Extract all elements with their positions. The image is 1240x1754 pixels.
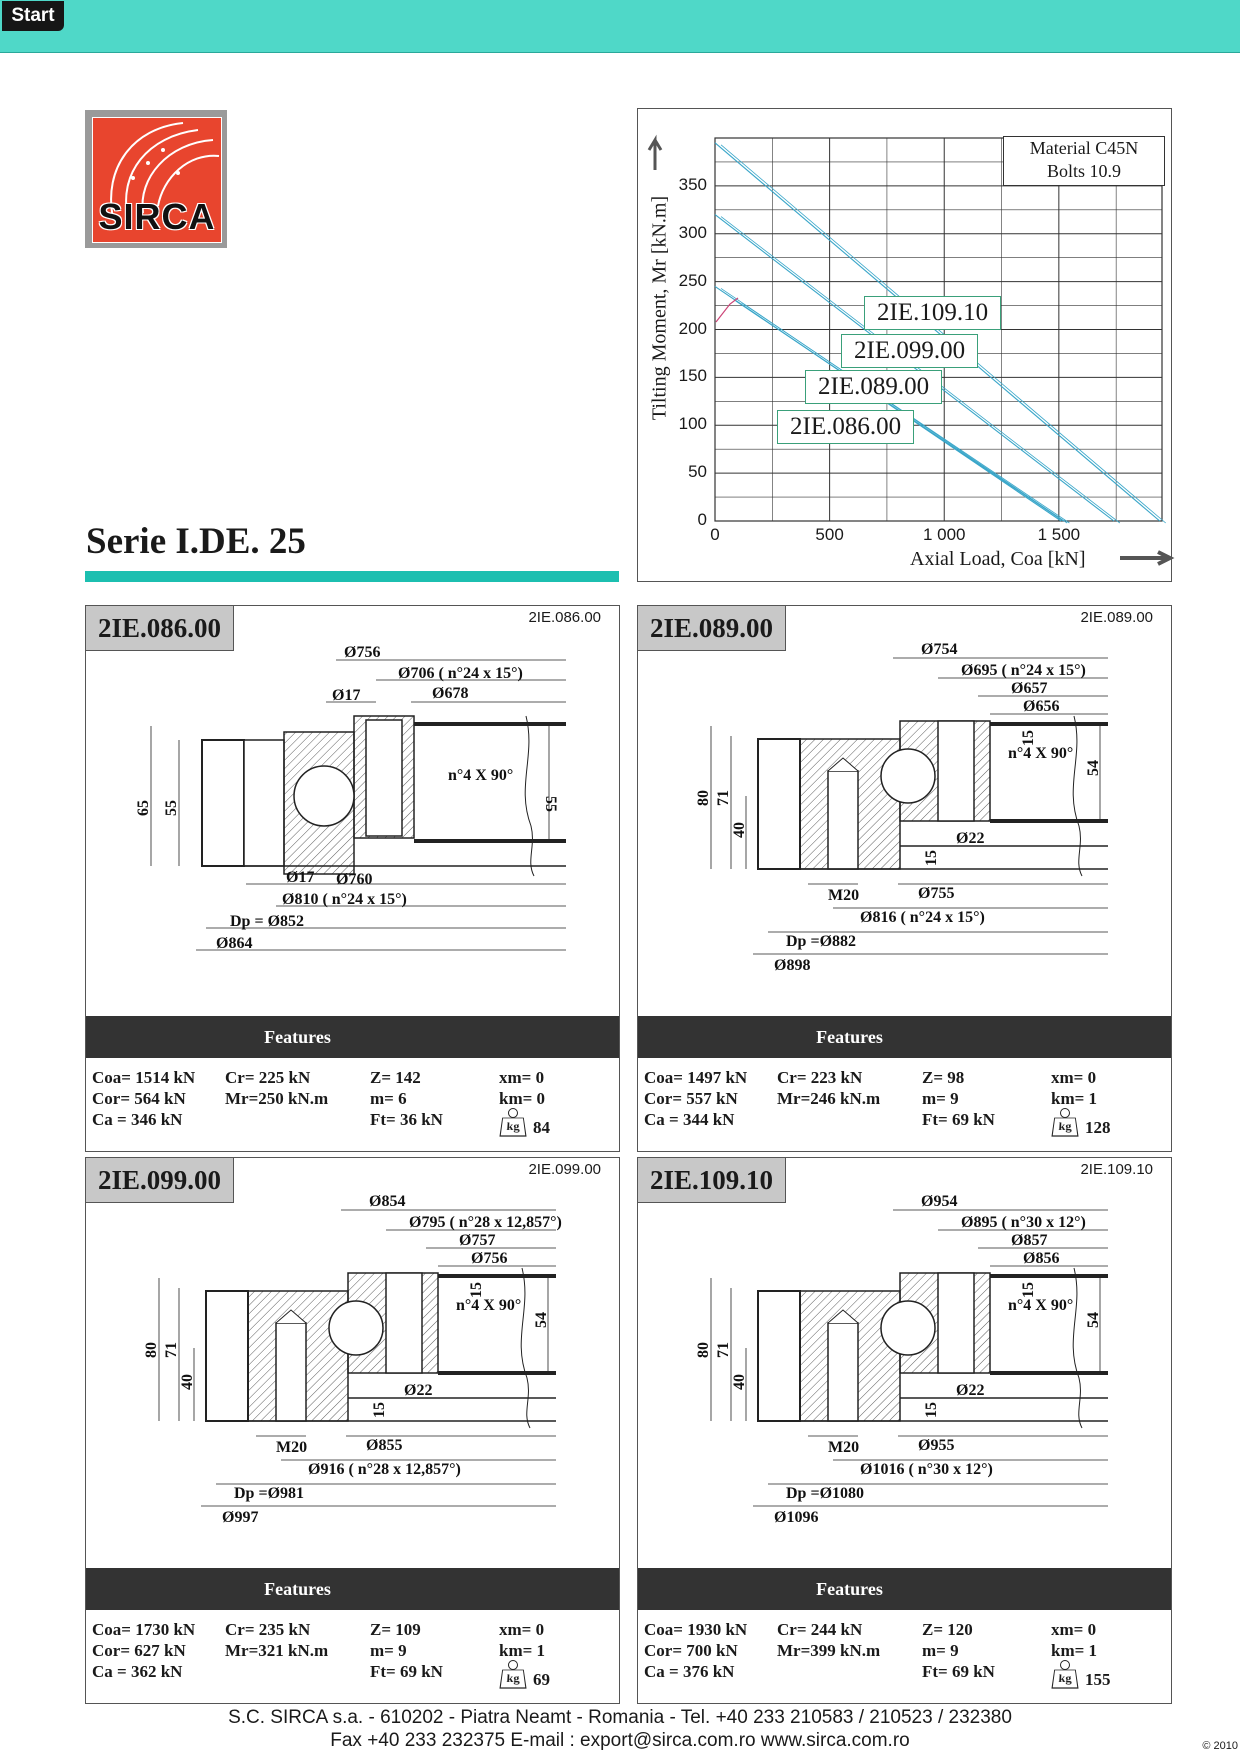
spec-ca: Ca = 376 kN <box>644 1662 735 1681</box>
spec-cor: Cor= 564 kN <box>92 1089 186 1108</box>
dim-b: Ø795 ( n°28 x 12,857°) <box>409 1214 562 1231</box>
spec-mr: Mr=246 kN.m <box>777 1089 881 1108</box>
dim-s2: 15 <box>923 850 940 866</box>
y-tick-label: 350 <box>678 174 707 194</box>
dim-c: Ø17 <box>332 687 361 704</box>
dim-h3: 40 <box>179 1374 196 1390</box>
dim-n: n°4 X 90° <box>1008 745 1074 762</box>
spec-m: m= 9 <box>922 1641 959 1660</box>
dim-s: 15 <box>1020 1282 1037 1298</box>
spec-weight: 155 <box>1085 1670 1111 1689</box>
features-header <box>86 1016 619 1058</box>
weight-icon: kg <box>499 1118 526 1137</box>
weight-ring-icon <box>1060 1108 1070 1118</box>
spec-ft: Ft= 69 kN <box>370 1662 443 1681</box>
dim-e: Ø955 <box>918 1437 955 1454</box>
product-panel <box>85 605 620 1152</box>
dim-a: Ø756 <box>344 644 381 661</box>
spec-ft: Ft= 36 kN <box>370 1110 443 1129</box>
spec-cr: Cr= 225 kN <box>225 1068 311 1087</box>
spec-ft: Ft= 69 kN <box>922 1110 995 1129</box>
y-tick-label: 200 <box>678 318 707 338</box>
chart-series-lines <box>715 143 1166 523</box>
spec-cr: Cr= 235 kN <box>225 1620 311 1639</box>
spec-coa: Coa= 1930 kN <box>644 1620 748 1639</box>
dim-t: 54 <box>1085 1312 1102 1328</box>
dim-h3: 55 <box>542 796 559 812</box>
spec-weight: 84 <box>533 1118 550 1137</box>
dim-c: Ø857 <box>1011 1232 1048 1249</box>
spec-weight: 69 <box>533 1670 550 1689</box>
dim-h2: 71 <box>715 790 732 806</box>
footer-contact: Fax +40 233 232375 E-mail : export@sirca.com.ro www.sirca.com.ro <box>330 1730 910 1751</box>
spec-weight: 128 <box>1085 1118 1111 1137</box>
dim-b: Ø695 ( n°24 x 15°) <box>961 662 1086 679</box>
spec-ft: Ft= 69 kN <box>922 1662 995 1681</box>
spec-xm: xm= 0 <box>1051 1620 1097 1639</box>
dim-o: Ø898 <box>774 957 811 974</box>
dim-h1: 80 <box>695 790 712 806</box>
dim-h1: 80 <box>695 1342 712 1358</box>
spec-cor: Cor= 700 kN <box>644 1641 738 1660</box>
spec-m: m= 9 <box>370 1641 407 1660</box>
dim-o: Ø864 <box>216 935 253 952</box>
features-header <box>86 1568 619 1610</box>
dim-h2: 71 <box>163 1342 180 1358</box>
dim-c: Ø757 <box>459 1232 496 1249</box>
start-button[interactable]: Start <box>2 1 64 31</box>
spec-z: Z= 120 <box>922 1620 973 1639</box>
spec-mr: Mr=321 kN.m <box>225 1641 329 1660</box>
spec-km: km= 0 <box>499 1089 546 1108</box>
dim-m: M20 <box>276 1439 308 1456</box>
spec-m: m= 6 <box>370 1089 407 1108</box>
y-tick-label: 250 <box>678 270 707 290</box>
product-panel <box>85 1157 620 1704</box>
product-panel <box>637 605 1172 1152</box>
spec-z: Z= 109 <box>370 1620 421 1639</box>
panel-code: 2IE.086.00 <box>528 609 601 626</box>
legend-material: Material C45N <box>1029 138 1139 158</box>
weight-ring-icon <box>1060 1660 1070 1670</box>
dim-h2: 55 <box>163 800 180 816</box>
series-tag-2ie08600: 2IE.086.00 <box>777 410 914 444</box>
dim-t: 54 <box>533 1312 550 1328</box>
series-title: Serie I.DE. 25 <box>86 521 306 562</box>
dim-b: Ø706 ( n°24 x 15°) <box>398 665 523 682</box>
dim-b: Ø895 ( n°30 x 12°) <box>961 1214 1086 1231</box>
y-tick-label: 0 <box>697 510 707 529</box>
spec-cor: Cor= 557 kN <box>644 1089 738 1108</box>
dim-t: 54 <box>1085 760 1102 776</box>
dim-h3: 40 <box>731 822 748 838</box>
spec-cor: Cor= 627 kN <box>92 1641 186 1660</box>
spec-xm: xm= 0 <box>499 1068 545 1087</box>
dim-h2: 71 <box>715 1342 732 1358</box>
dim-r: Ø22 <box>404 1382 433 1399</box>
dim-m: M20 <box>828 887 860 904</box>
weight-icon: kg <box>1051 1118 1078 1137</box>
panel-title: 2IE.099.00 <box>86 1158 234 1203</box>
features-header <box>638 1016 1171 1058</box>
dim-d: Ø856 <box>1023 1250 1060 1267</box>
spec-mr: Mr=399 kN.m <box>777 1641 881 1660</box>
panel-code: 2IE.089.00 <box>1080 609 1153 626</box>
panel-code: 2IE.109.10 <box>1080 1161 1153 1178</box>
panel-title: 2IE.086.00 <box>86 606 234 651</box>
dim-r: Ø22 <box>956 830 985 847</box>
dim-m: M20 <box>828 1439 860 1456</box>
bearing-drawing <box>86 1188 619 1568</box>
weight-icon: kg <box>1051 1670 1078 1689</box>
legend-bolts: Bolts 10.9 <box>1046 161 1121 181</box>
spec-coa: Coa= 1730 kN <box>92 1620 196 1639</box>
logo-text: SIRCA <box>98 196 216 237</box>
weight-ring-icon <box>508 1660 518 1670</box>
y-tick-label: 150 <box>678 366 707 386</box>
dim-a: Ø754 <box>921 641 958 658</box>
chart-accent-mark <box>716 298 738 322</box>
spec-km: km= 1 <box>1051 1089 1098 1108</box>
dim-s: 15 <box>1020 730 1037 746</box>
dim-n: n°4 X 90° <box>456 1297 522 1314</box>
spec-xm: xm= 0 <box>1051 1068 1097 1087</box>
spec-cr: Cr= 223 kN <box>777 1068 863 1087</box>
dim-n: n°4 X 90° <box>448 767 514 784</box>
dim-e: Ø17 <box>286 869 315 886</box>
dim-dp: Dp = Ø852 <box>230 913 305 930</box>
y-axis-label: Tilting Moment, Mr [kN.m] <box>648 195 671 421</box>
product-panel <box>637 1157 1172 1704</box>
dim-h1: 65 <box>135 800 152 816</box>
dim-g: Ø916 ( n°28 x 12,857°) <box>308 1461 461 1478</box>
dim-h1: 80 <box>143 1342 160 1358</box>
spec-km: km= 1 <box>1051 1641 1098 1660</box>
spec-ca: Ca = 346 kN <box>92 1110 183 1129</box>
features-label: Features <box>264 1579 331 1599</box>
bearing-drawing <box>638 636 1171 1016</box>
dim-a: Ø854 <box>369 1193 406 1210</box>
dim-h3: 40 <box>731 1374 748 1390</box>
dim-a: Ø954 <box>921 1193 958 1210</box>
features-header <box>638 1568 1171 1610</box>
dim-g: Ø816 ( n°24 x 15°) <box>860 909 985 926</box>
panel-title: 2IE.089.00 <box>638 606 786 651</box>
panel-code: 2IE.099.00 <box>528 1161 601 1178</box>
y-tick-label: 100 <box>678 414 707 434</box>
spec-km: km= 1 <box>499 1641 546 1660</box>
features-label: Features <box>816 1027 883 1047</box>
material-legend <box>1003 136 1165 186</box>
spec-coa: Coa= 1497 kN <box>644 1068 748 1087</box>
series-tag-2ie09900: 2IE.099.00 <box>841 334 978 368</box>
bearing-drawing <box>638 1188 1171 1568</box>
dim-dp: Dp =Ø1080 <box>786 1485 865 1502</box>
weight-icon: kg <box>499 1670 526 1689</box>
spec-ca: Ca = 362 kN <box>92 1662 183 1681</box>
features-label: Features <box>264 1027 331 1047</box>
dim-d: Ø756 <box>471 1250 508 1267</box>
dim-o: Ø997 <box>222 1509 259 1526</box>
dim-o: Ø1096 <box>774 1509 819 1526</box>
x-axis-arrow-icon <box>1120 552 1170 564</box>
dim-e: Ø855 <box>366 1437 403 1454</box>
spec-mr: Mr=250 kN.m <box>225 1089 329 1108</box>
spec-coa: Coa= 1514 kN <box>92 1068 196 1087</box>
dim-g: Ø1016 ( n°30 x 12°) <box>860 1461 993 1478</box>
x-tick-label: 500 <box>815 525 844 544</box>
y-tick-label: 50 <box>688 462 707 482</box>
spec-ca: Ca = 344 kN <box>644 1110 735 1129</box>
dim-s: 15 <box>468 1282 485 1298</box>
spec-cr: Cr= 244 kN <box>777 1620 863 1639</box>
dim-n: n°4 X 90° <box>1008 1297 1074 1314</box>
dim-dp: Dp =Ø882 <box>786 933 857 950</box>
weight-ring-icon <box>508 1108 518 1118</box>
x-tick-label: 1 000 <box>922 525 966 544</box>
spec-z: Z= 142 <box>370 1068 421 1087</box>
dim-f: Ø760 <box>336 871 373 888</box>
y-tick-label: 300 <box>678 222 707 242</box>
footer-address: S.C. SIRCA s.a. - 610202 - Piatra Neamt - Romania - Tel. +40 233 210583 / 210523 / 232380 <box>228 1707 1012 1728</box>
spec-z: Z= 98 <box>922 1068 965 1087</box>
x-tick-label: 0 <box>710 525 720 544</box>
dim-c: Ø657 <box>1011 680 1048 697</box>
load-chart <box>0 0 1240 600</box>
dim-g: Ø810 ( n°24 x 15°) <box>282 891 407 908</box>
bearing-drawing <box>86 636 619 1016</box>
dim-s2: 15 <box>371 1402 388 1418</box>
features-label: Features <box>816 1579 883 1599</box>
dim-r: Ø22 <box>956 1382 985 1399</box>
dim-dp: Dp =Ø981 <box>234 1485 305 1502</box>
x-tick-label: 1 500 <box>1037 525 1081 544</box>
series-tag-2ie08900: 2IE.089.00 <box>805 370 942 404</box>
spec-xm: xm= 0 <box>499 1620 545 1639</box>
spec-m: m= 9 <box>922 1089 959 1108</box>
dim-s2: 15 <box>923 1402 940 1418</box>
x-axis-label: Axial Load, Coa [kN] <box>910 548 1086 570</box>
dim-e: Ø755 <box>918 885 955 902</box>
panel-title: 2IE.109.10 <box>638 1158 786 1203</box>
dim-d: Ø678 <box>432 685 469 702</box>
series-tag-2ie10910: 2IE.109.10 <box>864 296 1001 330</box>
dim-d: Ø656 <box>1023 698 1060 715</box>
copyright: © 2010 <box>1202 1740 1238 1752</box>
